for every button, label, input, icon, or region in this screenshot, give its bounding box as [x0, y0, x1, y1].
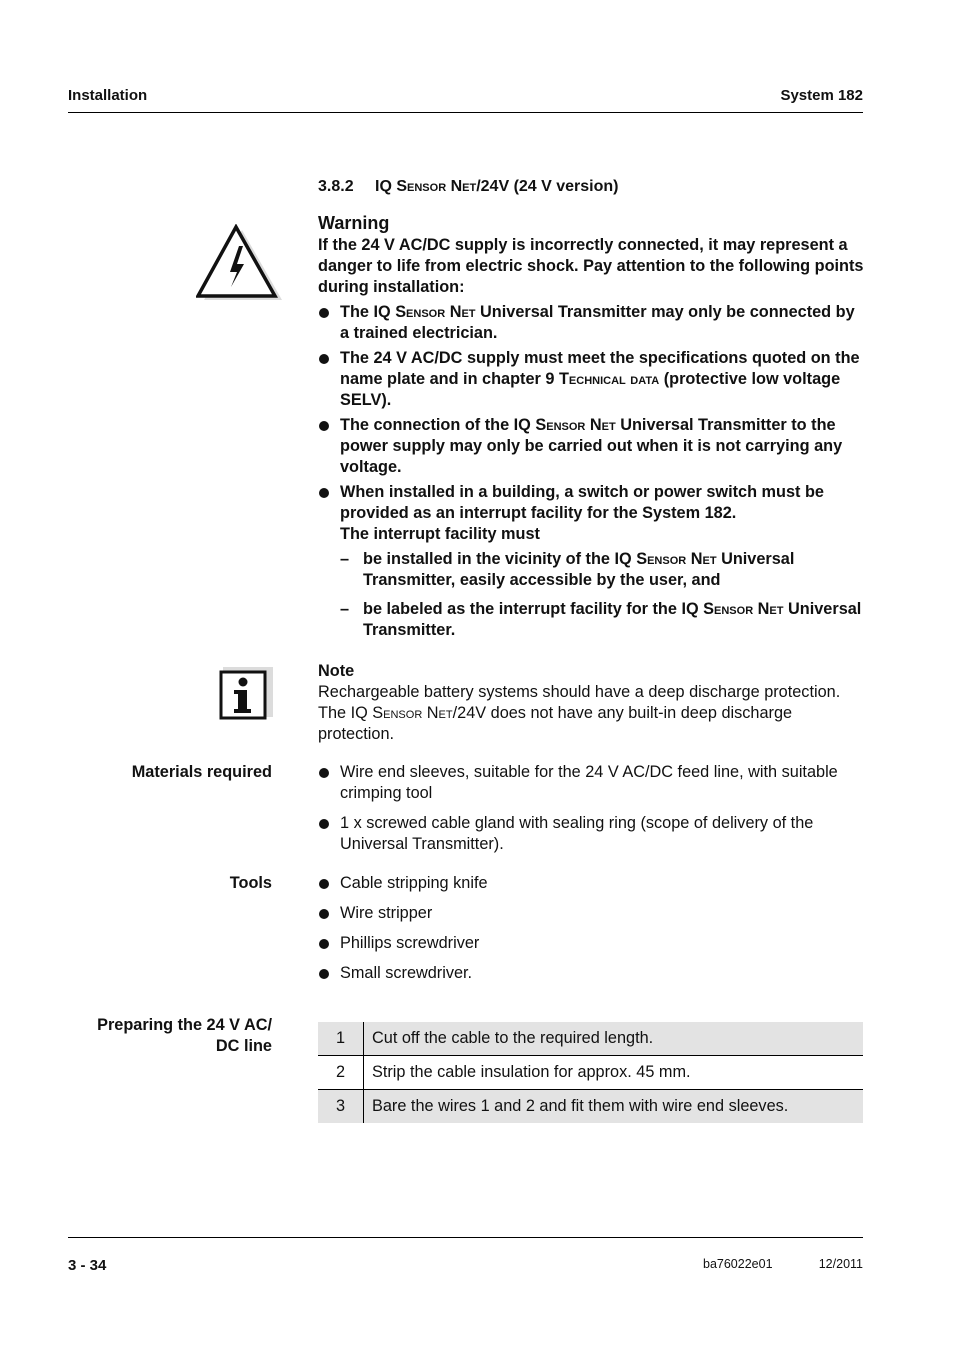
list-item: Cable stripping knife [318, 873, 866, 894]
section-title-iq: IQ [375, 178, 397, 195]
list-item: Wire stripper [318, 903, 866, 924]
warning-item-specifications: The 24 V AC/DC supply must meet the specifications quoted on the name plate and in chapter 9 Technical data (protective low voltage SELV). [318, 348, 866, 411]
list-item: Small screwdriver. [318, 963, 866, 984]
preparing-label: Preparing the 24 V AC/ DC line [97, 1016, 272, 1055]
steps-table [318, 1022, 863, 1123]
bullet-icon [319, 879, 329, 889]
document-id: ba76022e01 [703, 1257, 773, 1271]
section-title-rest: /24V (24 V version) [476, 178, 619, 195]
warning-item-no-voltage: The connection of the IQ Sensor Net Universal Transmitter to the power supply may only be carried out when it is not carrying any voltage. [318, 415, 866, 478]
header-chapter: Installation [68, 87, 148, 104]
tools-label: Tools [229, 874, 272, 892]
step-text: Strip the cable insulation for approx. 45 mm. [364, 1056, 864, 1090]
footer-rule [68, 1237, 863, 1238]
info-icon [219, 667, 275, 723]
high-voltage-warning-icon [196, 224, 284, 300]
list-item: Wire end sleeves, suitable for the 24 V AC/DC feed line, with suitable crimping tool [318, 762, 866, 804]
step-text: Bare the wires 1 and 2 and fit them with wire end sleeves. [364, 1090, 864, 1124]
section-title [318, 178, 619, 196]
note-block [318, 661, 866, 745]
page-number: 3 - 34 [68, 1257, 107, 1274]
section-title-sensornet: Sensor Net [396, 178, 477, 195]
step-text: Cut off the cable to the required length. [364, 1022, 864, 1056]
header-rule [68, 112, 863, 113]
list-item: 1 x screwed cable gland with sealing ring (scope of delivery of the Universal Transmitter). [318, 813, 866, 855]
interrupt-facility-sublist [340, 549, 866, 641]
bullet-icon [319, 308, 329, 318]
sublist-item-vicinity: – be installed in the vicinity of the IQ Sensor Net Universal Transmitter, easily accessible by the user, and [340, 550, 795, 589]
warning-block [318, 213, 866, 649]
warning-intro: If the 24 V AC/DC supply is incorrectly connected, it may represent a danger to life from electric shock. Pay attention to the following points during installation: [318, 236, 864, 296]
sublist-item-labeled: – be labeled as the interrupt facility for the IQ Sensor Net Universal Transmitter. [340, 600, 862, 639]
table-row [318, 1090, 863, 1124]
header-product: System 182 [780, 87, 863, 104]
list-item: Phillips screwdriver [318, 933, 866, 954]
bullet-icon [319, 969, 329, 979]
section-number: 3.8.2 [318, 178, 354, 195]
document-date: 12/2011 [818, 1257, 863, 1271]
bullet-icon [319, 819, 329, 829]
bullet-icon [319, 421, 329, 431]
note-heading: Note [318, 662, 355, 680]
bullet-icon [319, 488, 329, 498]
step-number: 2 [318, 1056, 364, 1090]
bullet-icon [319, 939, 329, 949]
warning-item-electrician: The IQ Sensor Net Universal Transmitter may only be connected by a trained electrician. [318, 302, 866, 344]
bullet-icon [319, 768, 329, 778]
table-row [318, 1022, 863, 1056]
tools-list [318, 873, 866, 984]
step-number: 3 [318, 1090, 364, 1124]
table-row [318, 1056, 863, 1090]
step-number: 1 [318, 1022, 364, 1056]
note-text: Rechargeable battery systems should have a deep discharge protection. The IQ Sensor Net/24V does not have any built-in deep discharge protection. [318, 683, 841, 743]
bullet-icon [319, 354, 329, 364]
warning-item-interrupt-facility: When installed in a building, a switch or power switch must be provided as an interrupt facility for the System 182. The interrupt facility must – be installed in the vicinity of the IQ Sensor Net Universal Transmitter, easily accessible by the user, and – be labeled as the interrupt facility for the IQ Sensor Net Universal Transmitter. [318, 482, 866, 641]
warning-list [318, 302, 866, 641]
warning-heading: Warning [318, 213, 390, 233]
materials-list [318, 762, 866, 855]
bullet-icon [319, 909, 329, 919]
materials-label: Materials required [131, 763, 272, 781]
